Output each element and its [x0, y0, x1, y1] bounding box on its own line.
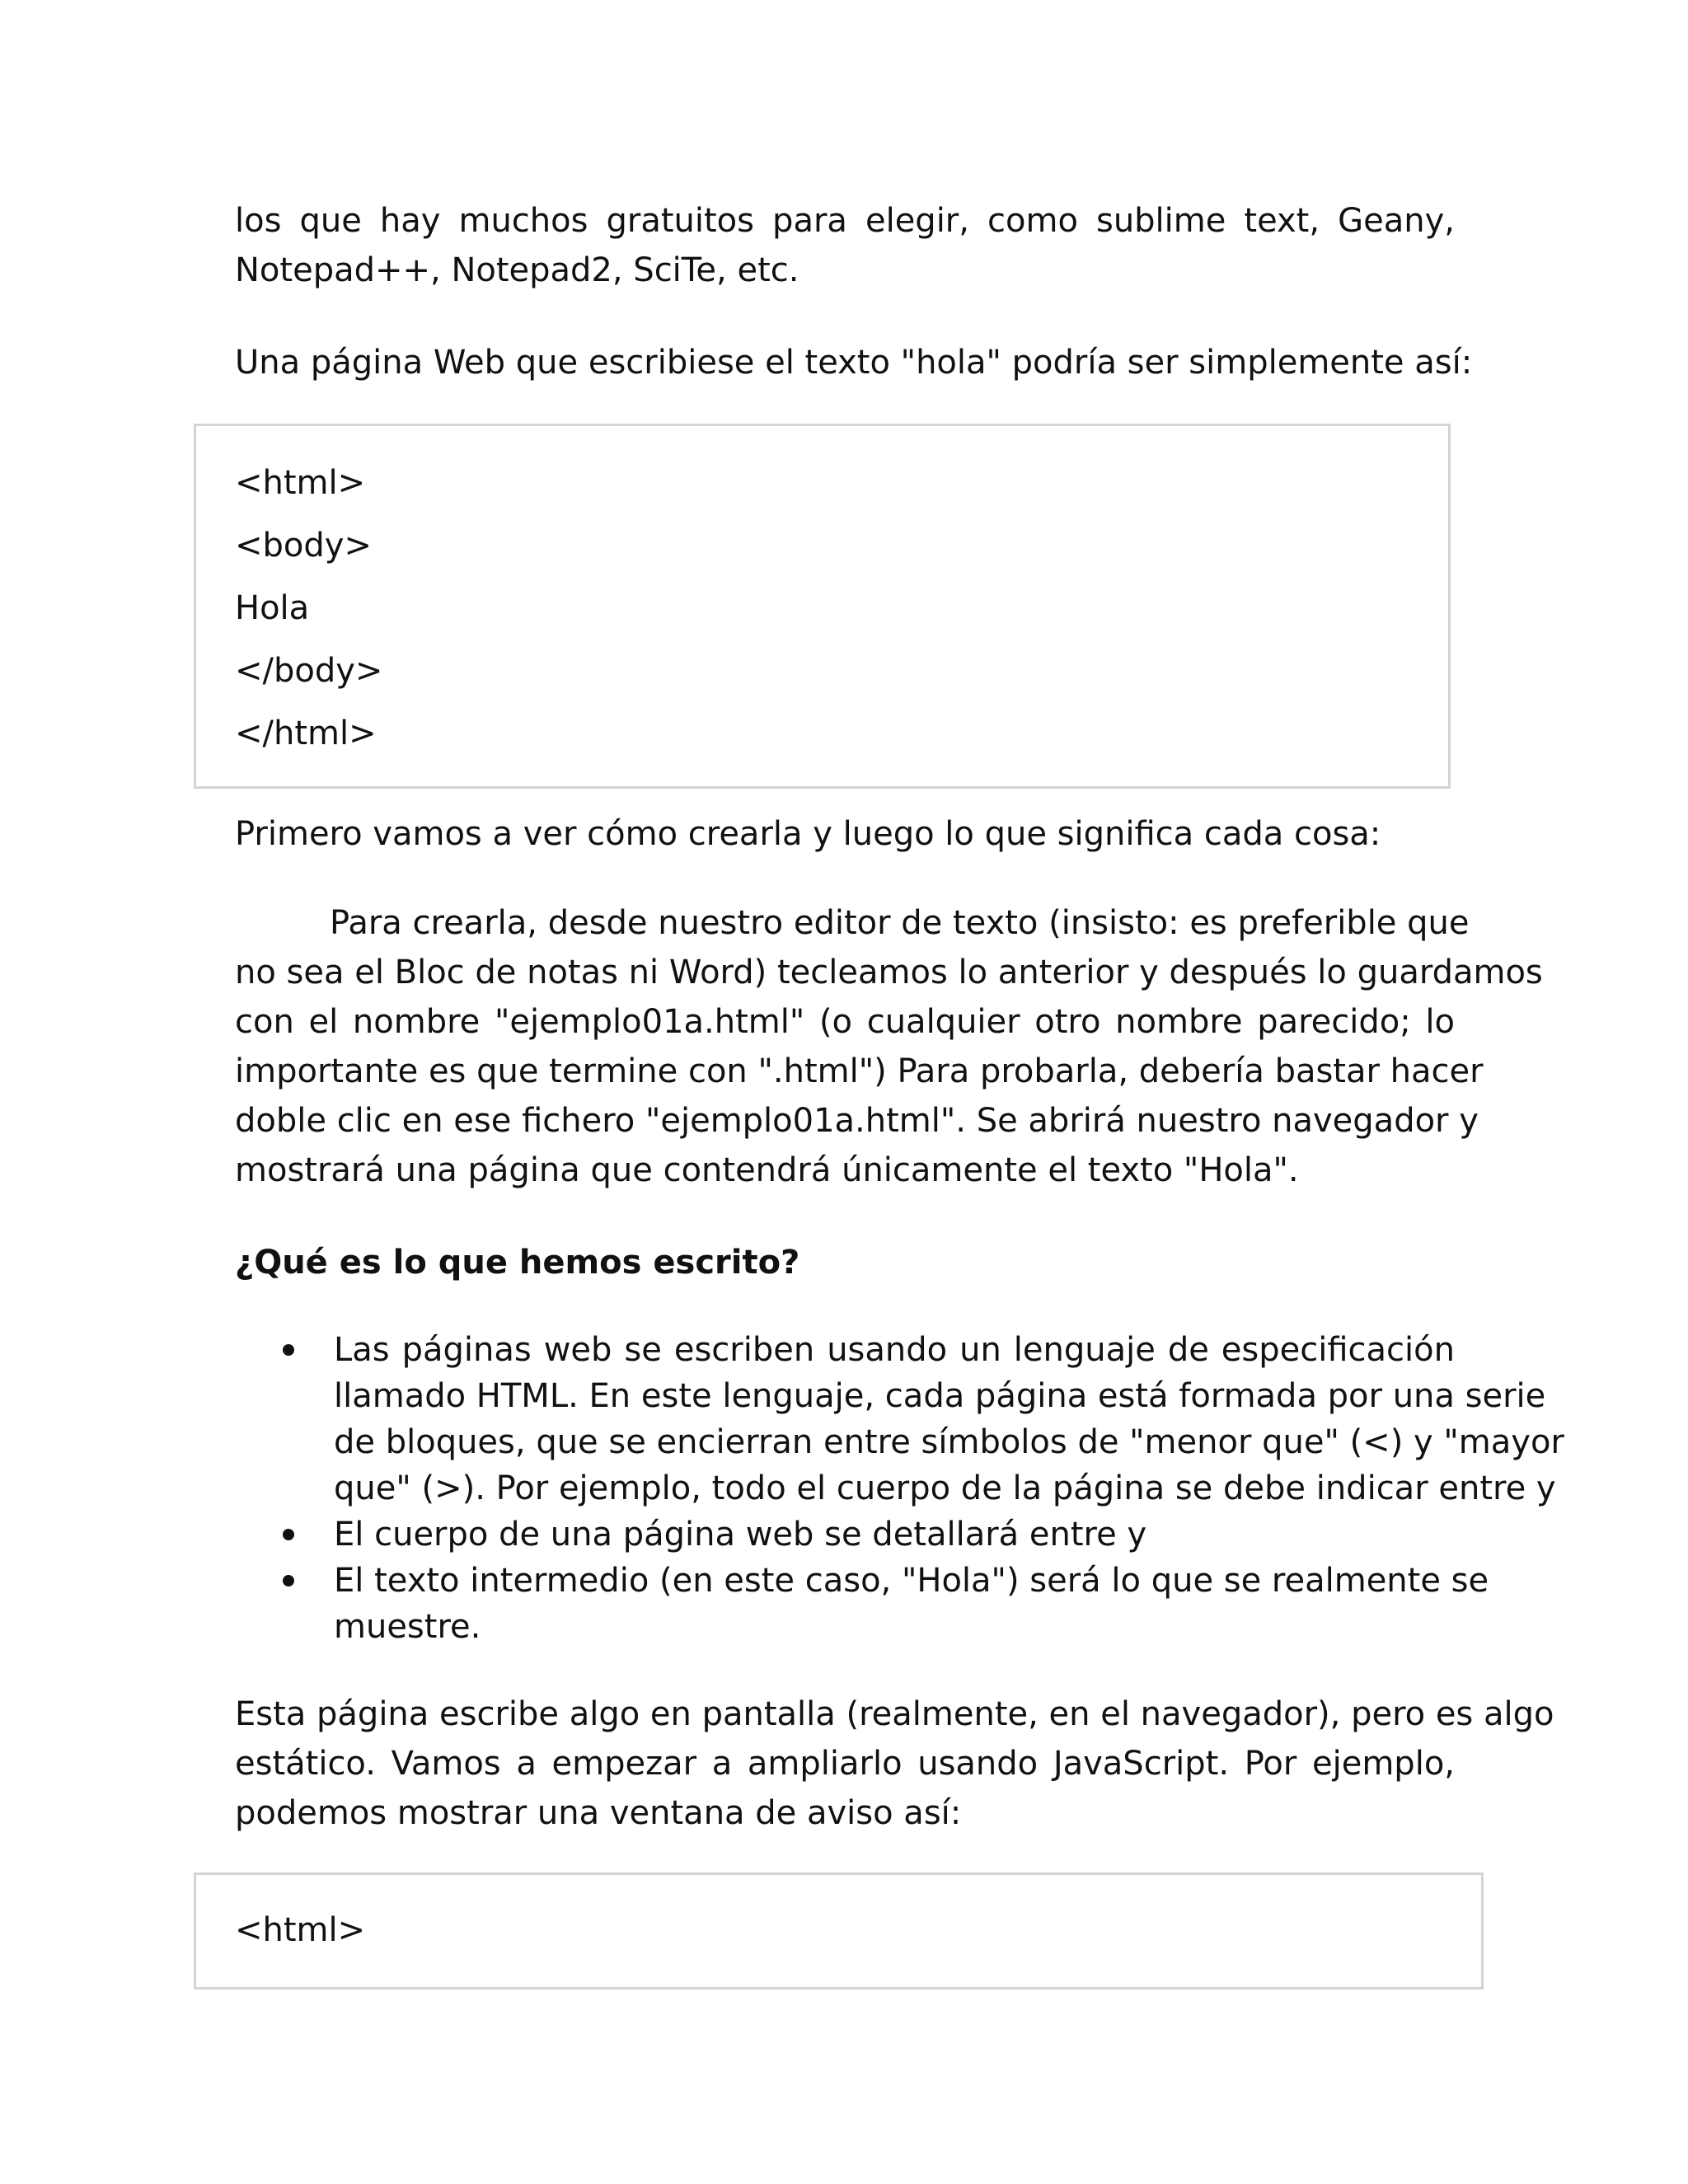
first-step-text: Primero vamos a ver cómo crearla y luego lo que significa cada cosa: — [235, 815, 1381, 853]
example-intro: Una página Web que escribiese el texto "hola" podría ser simplemente así: — [235, 344, 1473, 382]
code-line: <body> — [235, 527, 372, 565]
code-line: </body> — [235, 652, 383, 690]
paragraph-line: podemos mostrar una ventana de aviso así: — [235, 1794, 962, 1832]
paragraph-line: estático. Vamos a empezar a ampliarlo usando JavaScript. Por ejemplo, — [235, 1745, 1455, 1783]
paragraph-line: con el nombre "ejemplo01a.html" (o cualquier otro nombre parecido; lo — [235, 1003, 1455, 1041]
bullet-line: El cuerpo de una página web se detallará entre y — [334, 1516, 1147, 1554]
bullet-line: Las páginas web se escriben usando un lenguaje de especificación — [334, 1331, 1455, 1369]
paragraph-line: doble clic en ese fichero "ejemplo01a.html". Se abrirá nuestro navegador y — [235, 1102, 1479, 1140]
paragraph-line: mostrará una página que contendrá únicamente el texto "Hola". — [235, 1151, 1299, 1189]
code-line: </html> — [235, 715, 377, 752]
code-line: Hola — [235, 589, 310, 627]
bullet-line: llamado HTML. En este lenguaje, cada página está formada por una serie — [334, 1377, 1546, 1415]
bullet-line: muestre. — [334, 1608, 481, 1646]
bullet-dot-icon — [283, 1344, 294, 1356]
intro-line-2: Notepad++, Notepad2, SciTe, etc. — [235, 251, 799, 289]
code-line: <html> — [235, 464, 366, 502]
section-heading: ¿Qué es lo que hemos escrito? — [235, 1244, 800, 1282]
bullet-line: de bloques, que se encierran entre símbolos de "menor que" (<) y "mayor — [334, 1423, 1564, 1461]
paragraph-line: Esta página escribe algo en pantalla (realmente, en el navegador), pero es algo — [235, 1695, 1554, 1733]
bullet-dot-icon — [283, 1529, 294, 1540]
code-line: <html> — [235, 1911, 366, 1949]
code-block-1 — [194, 424, 1451, 789]
paragraph-line: no sea el Bloc de notas ni Word) tecleamos lo anterior y después lo guardamos — [235, 954, 1543, 991]
bullet-line: El texto intermedio (en este caso, "Hola") será lo que se realmente se — [334, 1562, 1489, 1600]
paragraph-line: Para crearla, desde nuestro editor de texto (insisto: es preferible que — [330, 904, 1470, 942]
bullet-dot-icon — [283, 1575, 294, 1586]
code-block-2 — [194, 1872, 1484, 1990]
bullet-line: que" (>). Por ejemplo, todo el cuerpo de la página se debe indicar entre y — [334, 1469, 1556, 1507]
paragraph-line: importante es que termine con ".html") Para probarla, debería bastar hacer — [235, 1052, 1484, 1090]
intro-line-1: los que hay muchos gratuitos para elegir, como sublime text, Geany, — [235, 202, 1455, 240]
